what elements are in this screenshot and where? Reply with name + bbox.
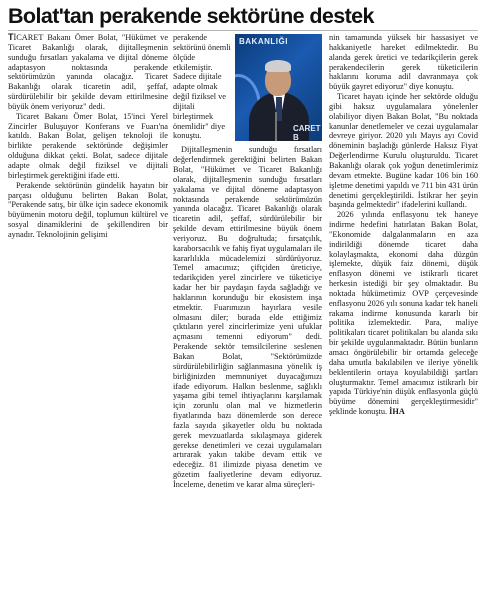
paragraph: Ticaret Bakanı Ömer Bolat, 15'inci Yerel Zincirler Buluşuyor Konferans ve Fuarı'na katıldı. Bakan Bolat, gelişen teknoloji ile birlikte perakende sektöründe değişimler olduğuna dikkat çekti. Bolat, sadece dijitale adapte olmak değil fiziksel ve dijitali birleştirmek gerektiğini ifade etti. [8, 111, 168, 180]
news-source: İHA [389, 407, 405, 417]
column-1 [8, 33, 168, 240]
headline: Bolat'tan perakende sektörüne destek [8, 4, 374, 28]
column-2 [173, 33, 322, 490]
photo-banner-text-2: CARET B [293, 124, 321, 141]
column-3 [329, 33, 478, 417]
paragraph: Ticaret hayatı içinde her sektörde olduğu gibi haksız uygulamalara yönelenler olabiliyor diyen Bakan Bolat, "Bu noktada kanunlar denetlemeler ve cezai uygulamalar devreye giriyor. 2020 yılı Mayıs ayı Covid döneminin başladığı günlerde Haksız Fiyat Değerlendirme Kurulu oluşturuldu. Ticaret Bakanlığı olarak çok yoğun denetimlerimiz devam etmekte. Bugüne kadar 106 bin 160 işletme denetimi yapıldı ve 711 bin 431 ürün denetimi gerçekleştirildi. İstikrar her şeyin başında gelmektedir" ifadelerini kullandı. [329, 92, 478, 210]
paragraph-text: 2026 yılında enflasyonu tek haneye indirme hedefini hatırlatan Bakan Bolat, "Ekonomide dalgalanmaların en aza indirildiği dönemde ticaret daha kolaylaşmakta, ekonomi daha düzgün işlemekte, düşük faiz dönemi, düşük enflasyon dönemi ve istikrarlı ticaret herkesin istediği bir şey olmaktadır. Bu noktada hükümetimiz OVP çerçevesinde enflasyonu 2026 yılı sonuna kadar tek haneli rakama indirme konusunda kararlı bir politika izlemektedir. Para, maliye politikaları ticaret politikaları bu alanda sıkı bir şekilde uygulanmaktadır. Bütün bunların amacı öngörülebilir bir ortamda geleceğe daha umutla bakılabilen ve ileriye yönelik beklentilerin ortaya koyulabildiği şartları oluşturmaktır. Temel amacımız istikrarlı bir yapıda Türkiye'nin düşük enflasyonla güçlü büyüme dönemini gerçekleştirmesidir" şeklinde konuştu. [329, 210, 478, 417]
drop-cap: T [8, 32, 14, 42]
headline-rule [8, 30, 478, 31]
paragraph: nin tamamında yüksek bir hassasiyet ve hakkaniyetle hareket edilmektedir. Bu alanda gerek üretici ve tedarikçilerin gerek perakendecilerin gerek tüketicilerin haklarını koruma adil davranmaya çok büyük gayret ediyoruz" diye konuştu. [329, 33, 478, 92]
paragraph-text: İCARET Bakanı Ömer Bolat, "Hükümet ve Ticaret Bakanlığı olarak, dijitalleşmenin sunduğu fırsatları yakalama ve dijital döneme adaptasyon noktasında perakende sektörümüzün yanında olacağız. Ticaret Bakanlığı olarak ticaretin adil, şeffaf, sürdürülebilir bir şekilde devam ettirilmesine büyük önem veriyoruz" dedi. [8, 33, 168, 111]
paragraph: Perakende sektörünün gündelik hayatın bir parçası olduğunu belirten Bakan Bolat, "Perakende satış, bir ülke için sadece ekonomik büyümenin motoru değil, toplumun kültürel ve sosyal dinamiklerini de şekillendiren bir aynadır. Teknolojinin gelişimi [8, 180, 168, 239]
column-2-intro [173, 33, 233, 141]
paragraph [329, 210, 478, 417]
paragraph [8, 33, 168, 112]
paragraph: perakende sektörünü önemli ölçüde etkilemiştir. Sadece dijitale adapte olmak değil fiziksel ve dijitali birleştirmek önemlidir" diye konuştu. [173, 33, 231, 141]
paragraph: Dijitalleşmenin sunduğu fırsatları değerlendirmek gerektiğini belirten Bakan Bolat, "Hükümet ve Ticaret Bakanlığı olarak, dijitalleşmenin sunduğu fırsatları yakalama ve dijital döneme adaptasyon noktasında perakende sektörümüzün yanında olacağız. Ticaret Bakanlığı olarak ticaretin adil, şeffaf, sürdürülebilir bir şekilde devam ettirilmesine büyük önem veriyoruz. Bu doğrultuda; fırsatçılık, karaborsacılık ve fahiş fiyat uygulamaları ile kararlılıkla mücadelemizi sürdürüyoruz. Temel amacımız; çiftçiden üreticiye, tedarikçiden yerel zincirlere ve tüketiciye kadar her bir paydaşın fayda sağladığı ve haklarının korunduğu bir ekosistem inşa etmektir. Fuarımızın hayırlara vesile olmasını diler; burada elde ettiğimiz çıktıların yerel zincirlerimize yeni ufuklar açmasını temenni ediyorum" dedi. Perakende sektör temsilcilerine seslenen Bakan Bolat, "Sektörümüzde sürdürülebilirliğin sağlanmasına yönelik iş birliğinizden memnuniyet duyacağımızı ifade ediyorum. Halkın beslenme, sağlıklı yaşama gibi temel ihtiyaçlarını karşılamak için zorunlu olan mal ve hizmetlerin fiyatlarında bazı dönemlerde son derece fazla sayıda şikayetler oldu bu noktada gerek mevzuatlarda sıkılaşmaya giderek gerekse denetimleri ve cezai uygulamaları artırarak yakın takibe devam ettik ve edeceğiz. 81 ilimizde piyasa denetim ve gözetim faaliyetlerine devam ediyoruz. İnceleme, denetim ve karar alma süreçleri- [173, 145, 322, 489]
photo-banner-text: BAKANLIĞI [239, 37, 288, 46]
column-2-body [173, 145, 322, 490]
